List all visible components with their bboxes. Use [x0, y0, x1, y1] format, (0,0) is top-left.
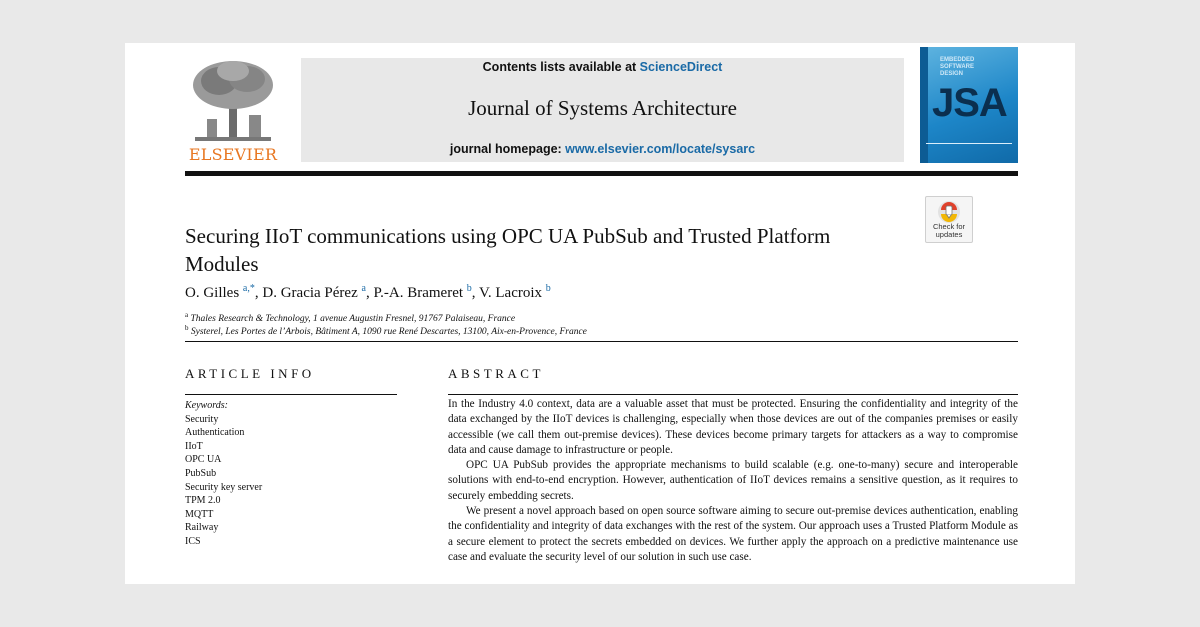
cover-strip: [920, 47, 928, 163]
elsevier-tree-icon: [185, 59, 281, 143]
author-affiliation-mark[interactable]: b: [466, 283, 472, 294]
check-for-updates-button[interactable]: [925, 196, 973, 243]
journal-header: [301, 58, 904, 162]
keyword-item: Security key server: [185, 481, 263, 493]
abstract-rule: [448, 394, 1018, 395]
title-block-rule: [185, 341, 1018, 342]
elsevier-logo[interactable]: [185, 59, 281, 163]
check-updates-label: Check for updates: [932, 222, 966, 239]
keyword-item: ICS: [185, 535, 201, 547]
journal-title[interactable]: Journal of Systems Architecture: [468, 96, 737, 120]
paper-page: [125, 43, 1075, 584]
keyword-item: Authentication: [185, 427, 245, 439]
affiliation-a: $^a$ Thales Research & Technology, 1 avenue Augustin Fresnel, 91767 Palaiseau, France: [185, 311, 516, 325]
author-affiliation-mark[interactable]: a: [361, 283, 366, 294]
keyword-item: Security: [185, 413, 219, 425]
keyword-item: TPM 2.0: [185, 495, 221, 507]
author-name[interactable]: V. Lacroix: [479, 285, 543, 301]
cover-divider: [926, 143, 1012, 144]
article-info-rule: [185, 394, 397, 395]
keyword-item: PubSub: [185, 467, 217, 479]
paper-title: Securing IIoT communications using OPC UA PubSub and Trusted Platform Modules: [185, 224, 831, 276]
keyword-item: MQTT: [185, 508, 214, 520]
keywords-list: [185, 399, 395, 549]
journal-cover[interactable]: [920, 47, 1018, 163]
affiliation-b: $^b$ Systerel, Les Portes de l’Arbois, Bâtiment A, 1090 rue René Descartes, 13100, Aix-en-Provence, France: [185, 324, 587, 338]
abstract-heading: ABSTRACT: [448, 366, 544, 381]
author-name[interactable]: O. Gilles: [185, 285, 240, 301]
abstract-paragraph: In the Industry 4.0 context, data are a valuable asset that must be protected. Ensuring the confidentiality and integrity of the data exchanged by the IIoT devices is challenging, especially when those devices are out of the companies premises or easily accessible (we call them out-premise devices). These devices become primary targets for attackers as a way to compromise data and cause damage to infrastructure or people.: [448, 398, 1018, 456]
cover-acronym: JSA: [932, 81, 1007, 125]
author-affiliation-mark[interactable]: b: [545, 283, 551, 294]
contents-line: Contents lists available at ScienceDirect: [482, 60, 723, 74]
check-updates-icon: [937, 200, 961, 224]
article-info-heading: ARTICLE INFO: [185, 366, 315, 381]
journal-homepage-link[interactable]: www.elsevier.com/locate/sysarc: [565, 142, 756, 156]
author-name[interactable]: P.-A. Brameret: [373, 285, 464, 301]
abstract-body: [448, 397, 1018, 565]
header-rule: [185, 171, 1018, 176]
abstract-paragraph: OPC UA PubSub provides the appropriate mechanisms to build scalable (e.g. one-to-many) secure and interoperable solutions with end-to-end encryption. However, authentication of IIoT devices remains a sensitive question, as it requires to securely embedding secrets.: [448, 459, 1018, 502]
abstract-paragraph: We present a novel approach based on open source software aiming to secure out-premise devices authentication, enabling the confidentiality and integrity of data exchanges with the rest of the system. Our approach uses a Trusted Platform Module as a secure element to protect the secrets embedded on devices. We further apply the approach on a predictive maintenance use case and evaluate the security level of our solution in such use case.: [448, 505, 1018, 563]
keyword-item: OPC UA: [185, 454, 222, 466]
keyword-item: Railway: [185, 522, 219, 534]
elsevier-wordmark: ELSEVIER: [188, 145, 278, 164]
keyword-item: IIoT: [185, 440, 203, 452]
sciencedirect-link[interactable]: ScienceDirect: [639, 60, 723, 74]
author-list: O. Gilles $^{a,*}$, D. Gracia Pérez $^a$, P.-A. Brameret $^b$, V. Lacroix $^b$: [185, 283, 551, 301]
keywords-label: Keywords:: [185, 400, 228, 411]
author-affiliation-mark[interactable]: a,*: [242, 283, 255, 294]
homepage-line: journal homepage: www.elsevier.com/locate/sysarc: [449, 142, 756, 156]
author-name[interactable]: D. Gracia Pérez: [262, 285, 358, 301]
cover-tagline: EMBEDDED SOFTWARE DESIGN: [940, 57, 975, 77]
